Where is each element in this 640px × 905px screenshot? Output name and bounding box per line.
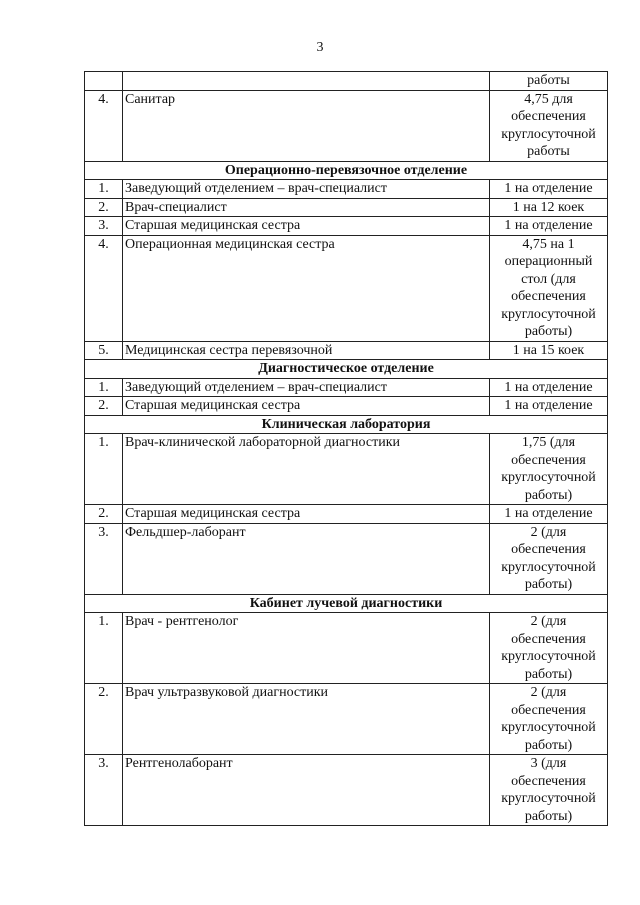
section-title: Кабинет лучевой диагностики — [85, 594, 608, 613]
row-number-cell: 2. — [85, 505, 123, 524]
row-number-cell: 1. — [85, 378, 123, 397]
staffing-norm-cell: 2 (для обеспечения круглосуточной работы) — [490, 684, 608, 755]
staffing-norm-cell: 1 на отделение — [490, 378, 608, 397]
position-name-cell: Врач-специалист — [123, 198, 490, 217]
section-header-row — [85, 415, 608, 434]
position-name-cell: Фельдшер-лаборант — [123, 523, 490, 594]
table-row — [85, 434, 608, 505]
position-name-cell: Старшая медицинская сестра — [123, 217, 490, 236]
position-name-cell: Операционная медицинская сестра — [123, 235, 490, 341]
table-row — [85, 755, 608, 826]
staffing-norm-cell: 2 (для обеспечения круглосуточной работы) — [490, 523, 608, 594]
table-row — [85, 180, 608, 199]
row-number-cell: 2. — [85, 397, 123, 416]
table-row — [85, 613, 608, 684]
page-number: 3 — [316, 40, 324, 55]
section-title: Клиническая лаборатория — [85, 415, 608, 434]
row-number-cell: 4. — [85, 90, 123, 161]
position-name-cell — [123, 72, 490, 91]
row-number-cell — [85, 72, 123, 91]
row-number-cell: 5. — [85, 341, 123, 360]
row-number-cell: 1. — [85, 180, 123, 199]
section-header-row — [85, 594, 608, 613]
table-row — [85, 72, 608, 91]
table-row — [85, 235, 608, 341]
table-row — [85, 523, 608, 594]
staffing-norm-cell: 1 на 12 коек — [490, 198, 608, 217]
position-name-cell: Заведующий отделением – врач-специалист — [123, 180, 490, 199]
staffing-norm-cell: 1 на отделение — [490, 505, 608, 524]
position-name-cell: Старшая медицинская сестра — [123, 397, 490, 416]
staffing-norm-cell: 1 на отделение — [490, 217, 608, 236]
position-name-cell: Заведующий отделением – врач-специалист — [123, 378, 490, 397]
section-header-row — [85, 360, 608, 379]
table-row — [85, 198, 608, 217]
table-row — [85, 684, 608, 755]
section-header-row — [85, 161, 608, 180]
staffing-norm-cell: 1,75 (для обеспечения круглосуточной работы) — [490, 434, 608, 505]
table-row — [85, 341, 608, 360]
position-name-cell: Медицинская сестра перевязочной — [123, 341, 490, 360]
staffing-norm-cell: 1 на 15 коек — [490, 341, 608, 360]
row-number-cell: 3. — [85, 755, 123, 826]
position-name-cell: Врач - рентгенолог — [123, 613, 490, 684]
table-row — [85, 397, 608, 416]
table-row — [85, 217, 608, 236]
staffing-norm-cell: 1 на отделение — [490, 397, 608, 416]
row-number-cell: 2. — [85, 198, 123, 217]
section-title: Диагностическое отделение — [85, 360, 608, 379]
position-name-cell: Санитар — [123, 90, 490, 161]
staffing-norm-cell: работы — [490, 72, 608, 91]
position-name-cell: Врач-клинической лабораторной диагностики — [123, 434, 490, 505]
table-row — [85, 505, 608, 524]
staffing-table — [84, 71, 608, 826]
table-row — [85, 378, 608, 397]
table-row — [85, 90, 608, 161]
row-number-cell: 2. — [85, 684, 123, 755]
row-number-cell: 3. — [85, 217, 123, 236]
position-name-cell: Рентгенолаборант — [123, 755, 490, 826]
position-name-cell: Врач ультразвуковой диагностики — [123, 684, 490, 755]
staffing-norm-cell: 4,75 для обеспечения круглосуточной работы — [490, 90, 608, 161]
staffing-norm-cell: 2 (для обеспечения круглосуточной работы) — [490, 613, 608, 684]
row-number-cell: 1. — [85, 613, 123, 684]
row-number-cell: 1. — [85, 434, 123, 505]
staffing-table-body — [85, 72, 608, 826]
position-name-cell: Старшая медицинская сестра — [123, 505, 490, 524]
section-title: Операционно-перевязочное отделение — [85, 161, 608, 180]
staffing-norm-cell: 1 на отделение — [490, 180, 608, 199]
row-number-cell: 3. — [85, 523, 123, 594]
staffing-norm-cell: 4,75 на 1 операционный стол (для обеспечения круглосуточной работы) — [490, 235, 608, 341]
staffing-norm-cell: 3 (для обеспечения круглосуточной работы) — [490, 755, 608, 826]
row-number-cell: 4. — [85, 235, 123, 341]
